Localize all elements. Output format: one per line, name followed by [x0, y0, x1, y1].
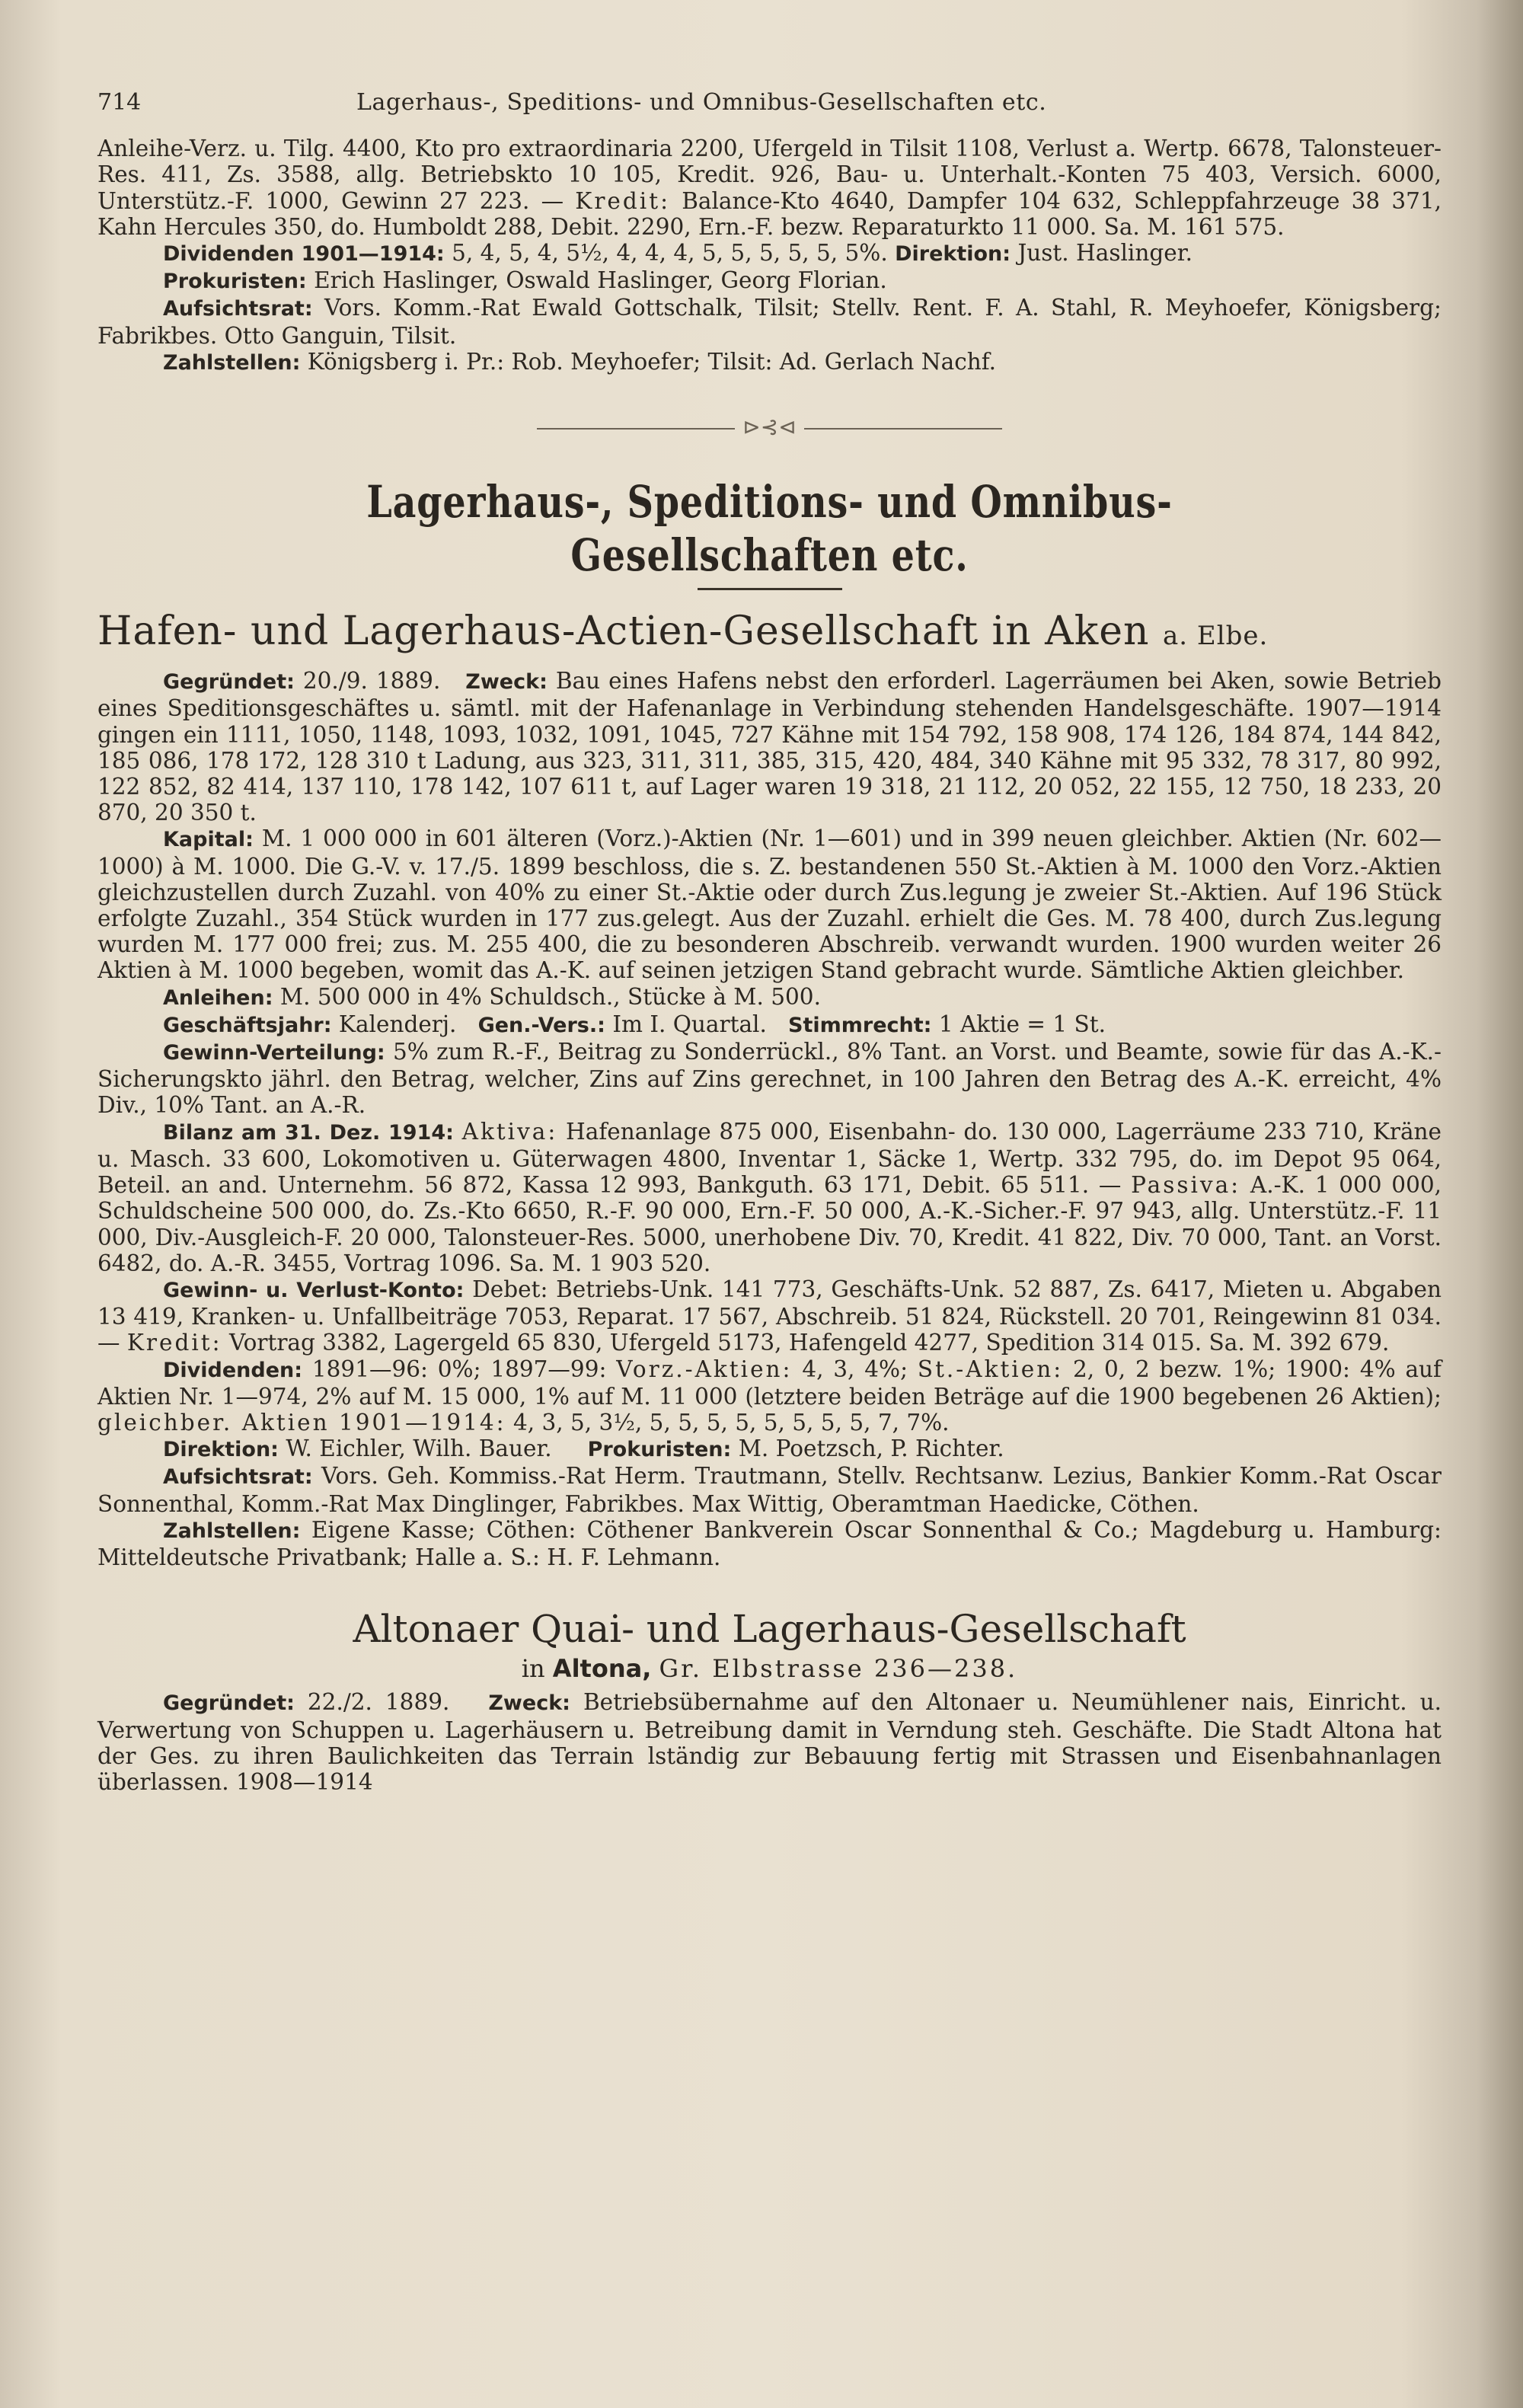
ornamental-divider: ⊳⊰⊲	[97, 414, 1442, 440]
prev-company-aufsichtsrat: Aufsichtsrat: Vors. Komm.-Rat Ewald Gottschalk, Tilsit; Stellv. Rent. F. A. Stahl, R. Meyhoefer, Königsberg; Fabrikbes. Otto Ganguin, Tilsit.	[97, 295, 1442, 349]
altona-gegruendet-zweck: Gegründet: 22./2. 1889. Zweck: Betriebsübernahme auf den Altonaer u. Neumühlener nais, Einricht. u. Verwertung von Schuppen u. Lagerhäusern u. Betreibung damit in Verndung steh. Geschäfte. Die Stadt Altona hat der Ges. zu ihren Baulichkeiten das Terrain lständig zur Bebauung fertig mit Strassen und Eisenbahnanlagen überlassen. 1908—1914	[97, 1689, 1442, 1795]
page-number: 714	[97, 89, 142, 116]
section-divider	[698, 588, 842, 590]
aken-anleihen: Anleihen: M. 500 000 in 4% Schuldsch., Stücke à M. 500.	[163, 983, 821, 1010]
section-title: Lagerhaus-, Speditions- und Omnibus-Gesellschaften etc.	[366, 476, 1173, 582]
aken-gewinnverteilung: Gewinn-Verteilung: 5% zum R.-F., Beitrag zu Sonderrückl., 8% Tant. an Vorst. und Beamte, sowie für das A.-K.-Sicherungskto jährl. den Betrag, welcher, Zins auf Zins gerechnet, in 100 Jahren den Betrag des A.-K. erreicht, 4% Div., 10% Tant. an A.-R.	[97, 1039, 1442, 1119]
prev-company-prokuristen: Prokuristen: Erich Haslinger, Oswald Haslinger, Georg Florian.	[163, 267, 887, 294]
aken-aufsichtsrat: Aufsichtsrat: Vors. Geh. Kommiss.-Rat Herm. Trautmann, Stellv. Rechtsanw. Lezius, Bankier Komm.-Rat Oscar Sonnenthal, Komm.-Rat Max Dinglinger, Fabrikbes. Max Wittig, Oberamtman Haedicke, Cöthen.	[97, 1463, 1442, 1517]
aken-guv: Gewinn- u. Verlust-Konto: Debet: Betriebs-Unk. 141 773, Geschäfts-Unk. 52 887, Zs. 6417, Mieten u. Abgaben 13 419, Kranken- u. Unfallbeiträge 7053, Reparat. 17 567, Abschreib. 51 824, Rückstell. 20 701, Reingewinn 81 034. — Kredit: Vortrag 3382, Lagergeld 65 830, Ufergeld 5173, Hafengeld 4277, Spedition 314 015. Sa. M. 392 679.	[97, 1276, 1442, 1356]
prev-company-zahlstellen: Zahlstellen: Königsberg i. Pr.: Rob. Meyhoefer; Tilsit: Ad. Gerlach Nachf.	[163, 348, 996, 375]
aken-gegruendet-zweck: Gegründet: 20./9. 1889. Zweck: Bau eines Hafens nebst den erforderl. Lagerräumen bei Aken, sowie Betrieb eines Speditionsgeschäftes u. sämtl. mit der Hafenanlage in Verbindung stehenden Handelsgeschäfte. 1907—1914 gingen ein 1111, 1050, 1148, 1093, 1032, 1091, 1045, 727 Kähne mit 154 792, 158 908, 174 126, 184 874, 144 842, 185 086, 178 172, 128 310 t Ladung, aus 323, 311, 311, 385, 315, 420, 484, 340 Kähne mit 95 332, 78 317, 80 992, 122 852, 82 414, 137 110, 178 142, 107 611 t, auf Lager waren 19 318, 21 112, 20 052, 22 155, 12 750, 18 233, 20 870, 20 350 t.	[97, 668, 1442, 826]
running-title: Lagerhaus-, Speditions- und Omnibus-Gesellschaften etc.	[356, 89, 1047, 116]
aken-direktion: Direktion: W. Eichler, Wilh. Bauer. Prokuristen: M. Poetzsch, P. Richter.	[163, 1436, 1004, 1462]
aken-bilanz: Bilanz am 31. Dez. 1914: Aktiva: Hafenanlage 875 000, Eisenbahn- do. 130 000, Lagerräume 233 710, Kräne u. Masch. 33 600, Lokomotiven u. Güterwagen 4800, Inventar 1, Säcke 1, Wertp. 332 795, do. im Depot 95 064, Beteil. an and. Unternehm. 56 872, Kassa 12 993, Bankguth. 63 171, Debit. 65 511. — Passiva: A.-K. 1 000 000, Schuldscheine 500 000, do. Zs.-Kto 6650, R.-F. 90 000, Ern.-F. 50 000, A.-K.-Sicher.-F. 97 943, allg. Unterstütz.-F. 11 000, Div.-Ausgleich-F. 20 000, Talonsteuer-Res. 5000, unerhobene Div. 70, Kredit. 41 822, Div. 70 000, Tant. an Vorst. 6482, do. A.-R. 3455, Vortrag 1096. Sa. M. 1 903 520.	[97, 1118, 1442, 1276]
aken-zahlstellen: Zahlstellen: Eigene Kasse; Cöthen: Cöthener Bankverein Oscar Sonnenthal & Co.; Magdeburg u. Hamburg: Mitteldeutsche Privatbank; Halle a. S.: H. F. Lehmann.	[97, 1516, 1442, 1570]
aken-kapital: Kapital: M. 1 000 000 in 601 älteren (Vorz.)-Aktien (Nr. 1—601) und in 399 neuen gleichber. Aktien (Nr. 602—1000) à M. 1000. Die G.-V. v. 17./5. 1899 beschloss, die s. Z. bestandenen 550 St.-Aktien à M. 1000 den Vorz.-Aktien gleichzustellen durch Zuzahl. von 40% zu einer St.-Aktie oder durch Zus.legung je zweier St.-Aktien. Auf 196 Stück erfolgte Zuzahl., 354 Stück wurden in 177 zus.gelegt. Aus der Zuzahl. erhielt die Ges. M. 78 400, durch Zus.legung wurden M. 177 000 frei; zus. M. 255 400, die zu besonderen Abschreib. verwandt wurden. 1900 wurden weiter 26 Aktien à M. 1000 begeben, womit das A.-K. auf seinen jetzigen Stand gebracht wurde. Sämtliche Aktien gleichber.	[97, 826, 1442, 984]
company-title-aken: Hafen- und Lagerhaus-Actien-Gesellschaft in Aken a. Elbe.	[97, 608, 1269, 655]
text-column	[97, 90, 1442, 1795]
prev-company-accounts: Anleihe-Verz. u. Tilg. 4400, Kto pro extraordinaria 2200, Ufergeld in Tilsit 1108, Verlust a. Wertp. 6678, Talonsteuer-Res. 411, Zs. 3588, allg. Betriebskto 10 105, Kredit. 926, Bau- u. Unterhalt.-Konten 75 403, Versich. 6000, Unterstütz.-F. 1000, Gewinn 27 223. — Kredit: Balance-Kto 4640, Dampfer 104 632, Schleppfahrzeuge 38 371, Kahn Hercules 350, do. Humboldt 288, Debit. 2290, Ern.-F. bezw. Reparaturkto 11 000. Sa. M. 161 575.	[97, 136, 1442, 240]
running-header	[97, 90, 1442, 116]
company-subtitle-altona: in Altona, Gr. Elbstrasse 236—238.	[521, 1654, 1018, 1684]
aken-geschaeftsjahr: Geschäftsjahr: Kalenderj. Gen.-Vers.: Im I. Quartal. Stimmrecht: 1 Aktie = 1 St.	[163, 1011, 1106, 1037]
aken-dividenden: Dividenden: 1891—96: 0%; 1897—99: Vorz.-Aktien: 4, 3, 4%; St.-Aktien: 2, 0, 2 bezw. 1%; 1900: 4% auf Aktien Nr. 1—974, 2% auf M. 15 000, 1% auf M. 11 000 (letztere beiden Beträge auf die 1900 begebenen 26 Aktien); gleichber. Aktien 1901—1914: 4, 3, 5, 3½, 5, 5, 5, 5, 5, 5, 5, 5, 7, 7%.	[97, 1356, 1442, 1436]
company-title-altona: Altonaer Quai- und Lagerhaus-Gesellschaft	[353, 1607, 1186, 1652]
prev-company-dividends: Dividenden 1901—1914: 5, 4, 5, 4, 5½, 4, 4, 4, 5, 5, 5, 5, 5, 5%. Direktion: Just. Haslinger.	[163, 240, 1193, 267]
